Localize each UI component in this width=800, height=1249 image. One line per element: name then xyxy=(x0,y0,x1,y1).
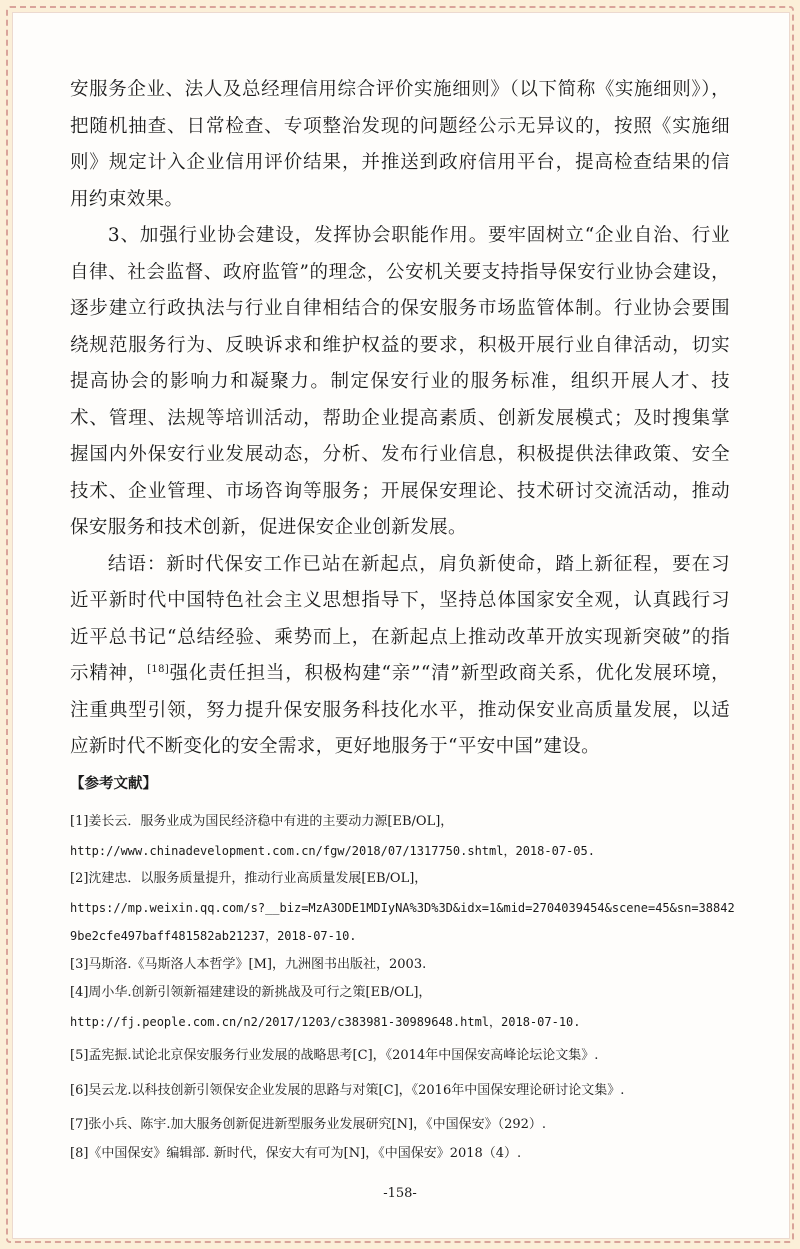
references-heading: 【参考文献】 xyxy=(70,776,157,792)
body-text xyxy=(70,72,730,766)
reference-5: [5]孟宪振.试论北京保安服务行业发展的战略思考[C]，《2014年中国保安高峰论坛论文集》. xyxy=(70,1048,599,1063)
reference-4-title: [4]周小华.创新引领新福建建设的新挑战及可行之策[EB/OL]， xyxy=(70,985,432,1000)
reference-1-title: [1]姜长云．服务业成为国民经济稳中有进的主要动力源[EB/OL]， xyxy=(70,814,454,829)
reference-6: [6]吴云龙.以科技创新引领保安企业发展的思路与对策[C]，《2016年中国保安理论研讨论文集》. xyxy=(70,1082,625,1098)
paragraph-continuation: 安服务企业、法人及总经理信用综合评价实施细则》（以下简称《实施细则》），把随机抽查、日常检查、专项整治发现的问题经公示无异议的，按照《实施细则》规定计入企业信用评价结果，并推送到政府信用平台，提高检查结果的信用约束效果。 xyxy=(70,79,730,210)
paragraph-industry-association: 3、加强行业协会建设，发挥协会职能作用。要牢固树立“企业自治、行业自律、社会监督、政府监管”的理念，公安机关要支持指导保安行业协会建设，逐步建立行政执法与行业自律相结合的保安服务市场监管体制。行业协会要围绕规范服务行为、反映诉求和维护权益的要求，积极开展行业自律活动，切实提高协会的影响力和凝聚力。制定保安行业的服务标准，组织开展人才、技术、管理、法规等培训活动，帮助企业提高素质、创新发展模式；及时搜集掌握国内外保安行业发展动态，分析、发布行业信息，积极提供法律政策、安全技术、企业管理、市场咨询等服务；开展保安理论、技术研讨交流活动，推动保安服务和技术创新，促进保安企业创新发展。 xyxy=(70,225,730,538)
conclusion-text-part2: 强化责任担当，积极构建“亲”“清”新型政商关系，优化发展环境，注重典型引领，努力提升保安服务科技化水平，推动保安业高质量发展，以适应新时代不断变化的安全需求，更好地服务于“平安中国”建设。 xyxy=(70,663,730,757)
reference-8: [8]《中国保安》编辑部. 新时代，保安大有可为[N]，《中国保安》2018（4）. xyxy=(70,1145,522,1161)
conclusion-text-part1: 结语：新时代保安工作已站在新起点，肩负新使命，踏上新征程，要在习近平新时代中国特色社会主义思想指导下，坚持总体国家安全观，认真践行习近平总书记“总结经验、乘势而上，在新起点上推动改革开放实现新突破”的指示精神， xyxy=(70,553,730,684)
citation-marker: [18] xyxy=(147,664,170,675)
reference-2-title: [2]沈建忠．以服务质量提升，推动行业高质量发展[EB/OL]， xyxy=(70,871,428,886)
reference-1-url: http://www.chinadevelopment.com.cn/fgw/2018/07/1317750.shtml，2018-07-05. xyxy=(70,843,595,858)
references-list xyxy=(70,808,740,1168)
reference-3: [3]马斯洛.《马斯洛人本哲学》[M]，九洲图书出版社，2003. xyxy=(70,956,427,972)
page-number: -158- xyxy=(383,1186,417,1201)
paragraph-conclusion xyxy=(70,547,730,766)
reference-2-url-cont: 9be2cfe497baff481582ab21237，2018-07-10. xyxy=(70,929,357,943)
reference-7: [7]张小兵、陈宇.加大服务创新促进新型服务业发展研究[N]，《中国保安》（292）. xyxy=(70,1117,547,1132)
reference-2-url: https://mp.weixin.qq.com/s?__biz=MzA3ODE1MDIyNA%3D%3D&idx=1&mid=2704039454&scene=45&sn=38842 xyxy=(70,900,735,915)
reference-4-url: http://fj.people.com.cn/n2/2017/1203/c383981-30989648.html，2018-07-10. xyxy=(70,1014,581,1029)
